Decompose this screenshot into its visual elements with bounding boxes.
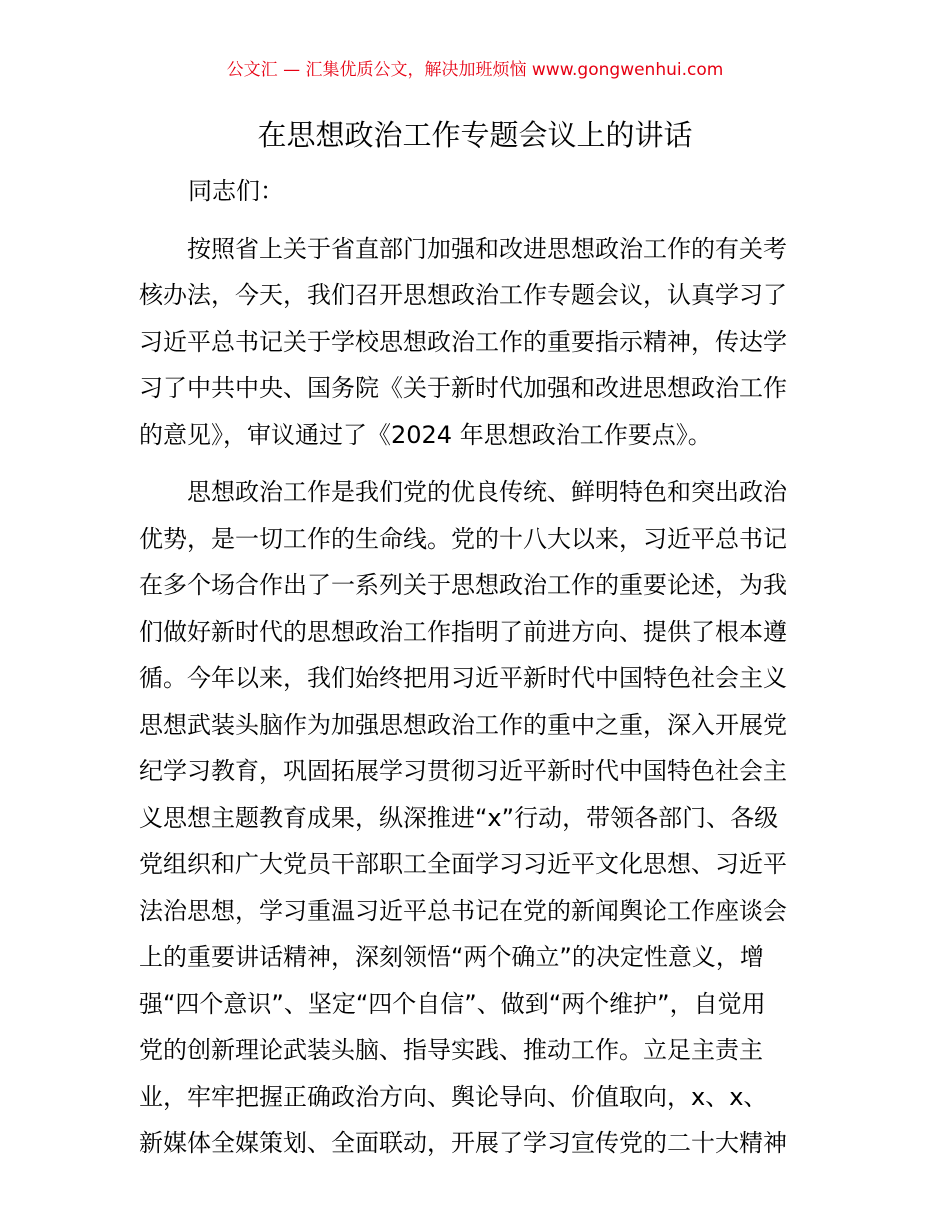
salutation: 同志们： (188, 177, 284, 205)
text-line: 们做好新时代的思想政治工作指明了前进方向、提供了根本遵 (139, 617, 787, 646)
text-line: 党组织和广大党员干部职工全面学习习近平文化思想、习近平 (139, 850, 787, 878)
text-line: 义思想主题教育成果，纵深推进“x”行动，带领各部门、各级 (139, 803, 779, 832)
header-banner: 公文汇 — 汇集优质公文，解决加班烦恼 www.gongwenhui.com (226, 60, 724, 80)
text-line: 法治思想，学习重温习近平总书记在党的新闻舆论工作座谈会 (139, 896, 787, 925)
text-line: 循。今年以来，我们始终把用习近平新时代中国特色社会主义 (139, 664, 787, 692)
text-line: 强“四个意识”、坚定“四个自信”、做到“两个维护”，自觉用 (139, 989, 766, 1018)
text-line: 纪学习教育，巩固拓展学习贯彻习近平新时代中国特色社会主 (139, 757, 787, 785)
page-title: 在思想政治工作专题会议上的讲话 (257, 118, 693, 152)
paragraph-gap (139, 215, 815, 226)
text-line: 业，牢牢把握正确政治方向、舆论导向、价值取向，x、x、 (139, 1082, 768, 1111)
text-line: 优势，是一切工作的生命线。党的十八大以来，习近平总书记 (139, 524, 787, 553)
text-line: 习了中共中央、国务院《关于新时代加强和改进思想政治工作 (139, 374, 787, 402)
text-line: 按照省上关于省直部门加强和改进思想政治工作的有关考 (139, 234, 787, 263)
paragraph-1 (139, 226, 815, 459)
text-line: 思想政治工作是我们党的优良传统、鲜明特色和突出政治 (139, 478, 787, 506)
paragraph-2 (139, 469, 815, 1167)
text-line: 在多个场合作出了一系列关于思想政治工作的重要论述，为我 (139, 571, 787, 599)
text-line: 核办法，今天，我们召开思想政治工作专题会议，认真学习了 (139, 281, 787, 309)
text-line: 思想武装头脑作为加强思想政治工作的重中之重，深入开展党 (139, 710, 787, 739)
text-line: 党的创新理论武装头脑、指导实践、推动工作。立足主责主 (139, 1036, 763, 1064)
text-line: 上的重要讲话精神，深刻领悟“两个确立”的决定性意义，增 (139, 943, 764, 971)
text-line: 习近平总书记关于学校思想政治工作的重要指示精神，传达学 (139, 327, 787, 356)
paragraph-gap (139, 458, 815, 469)
text-line: 新媒体全媒策划、全面联动，开展了学习宣传党的二十大精神 (139, 1129, 787, 1157)
text-line: 的意见》，审议通过了《2024 年思想政治工作要点》。 (139, 420, 712, 449)
document-body (139, 168, 815, 1167)
